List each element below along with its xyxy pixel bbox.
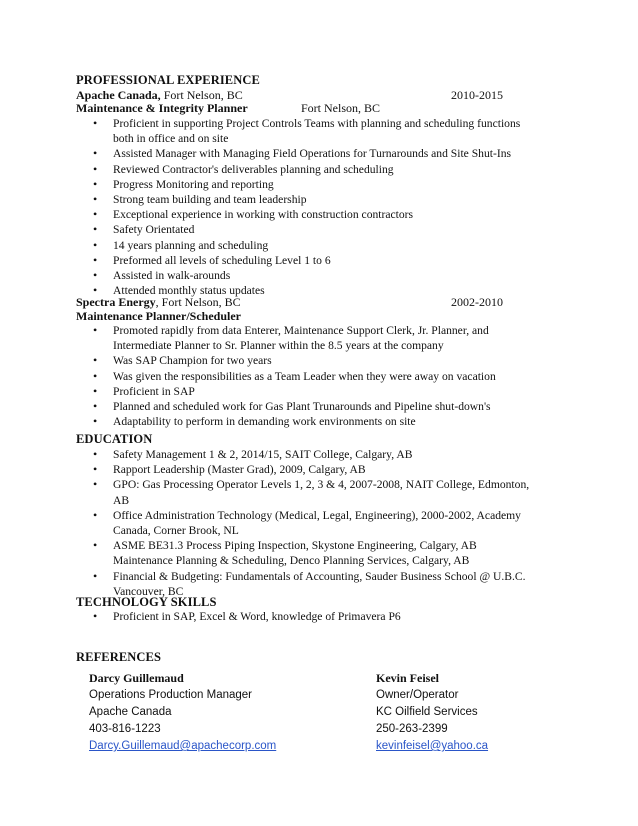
reference-role: Operations Production Manager xyxy=(89,689,253,701)
list-item: • GPO: Gas Processing Operator Levels 1, 2, 3 & 4, 2007-2008, NAIT College, Edmonton, AB xyxy=(0,477,533,507)
reference-email-link[interactable]: Darcy.Guillemaud@apachecorp.com xyxy=(89,740,277,752)
list-item: • Assisted in walk-arounds xyxy=(0,268,533,283)
list-item: • Safety Management 1 & 2, 2014/15, SAIT College, Calgary, AB xyxy=(0,447,533,462)
list-item: • Adaptability to perform in demanding work environments on site xyxy=(0,414,533,429)
list-item: • 14 years planning and scheduling xyxy=(0,238,533,253)
job-1-title: Maintenance & Integrity Planner xyxy=(76,101,248,115)
job-1-location: Fort Nelson, BC xyxy=(163,88,243,102)
list-item: • Office Administration Technology (Medical, Legal, Engineering), 2000-2002, Academy Canada, Corner Brook, NL xyxy=(0,508,533,538)
list-item: • Proficient in SAP, Excel & Word, knowledge of Primavera P6 xyxy=(0,609,533,624)
job-2-bullet-list xyxy=(0,323,533,429)
list-item: • ASME BE31.3 Process Piping Inspection, Skystone Engineering, Calgary, AB Maintenance Planning & Scheduling, Denco Planning Services, Calgary, AB xyxy=(0,538,533,568)
references-heading: REFERENCES xyxy=(76,650,162,664)
list-item: • Progress Monitoring and reporting xyxy=(0,177,533,192)
list-item: • Assisted Manager with Managing Field Operations for Turnarounds and Site Shut-Ins xyxy=(0,146,533,161)
list-item: • Strong team building and team leadership xyxy=(0,192,533,207)
list-item: • Attended monthly status updates xyxy=(0,283,533,298)
job-2-title: Maintenance Planner/Scheduler xyxy=(76,309,241,323)
reference-name: Kevin Feisel xyxy=(376,671,439,685)
technology-skills-bullet-list xyxy=(0,609,533,624)
job-2-company-line xyxy=(76,295,241,310)
job-1-company: Apache Canada, xyxy=(76,88,161,102)
reference-1 xyxy=(89,670,276,755)
job-1-title-location: Fort Nelson, BC xyxy=(301,101,381,115)
reference-phone: 403-816-1223 xyxy=(89,723,161,735)
reference-email-link[interactable]: kevinfeisel@yahoo.ca xyxy=(376,740,489,752)
professional-experience-heading: PROFESSIONAL EXPERIENCE xyxy=(76,73,260,87)
reference-company: KC Oilfield Services xyxy=(376,706,478,718)
list-item: • Proficient in SAP xyxy=(0,384,533,399)
list-item: • Rapport Leadership (Master Grad), 2009, Calgary, AB xyxy=(0,462,533,477)
job-2-years: 2002-2010 xyxy=(451,295,503,309)
list-item: • Reviewed Contractor's deliverables planning and scheduling xyxy=(0,162,533,177)
education-heading: EDUCATION xyxy=(76,432,153,446)
list-item: • Financial & Budgeting: Fundamentals of Accounting, Sauder Business School @ U.B.C. Vancouver, BC xyxy=(0,569,533,599)
list-item: • Safety Orientated xyxy=(0,222,533,237)
reference-role: Owner/Operator xyxy=(376,689,459,701)
list-item: • Promoted rapidly from data Enterer, Maintenance Support Clerk, Jr. Planner, and Intermediate Planner to Sr. Planner within the 8.5 years at the company xyxy=(0,323,533,353)
reference-company: Apache Canada xyxy=(89,706,172,718)
list-item: • Planned and scheduled work for Gas Plant Trunarounds and Pipeline shut-down's xyxy=(0,399,533,414)
job-2-location: , Fort Nelson, BC xyxy=(155,295,241,309)
job-1-bullet-list xyxy=(0,116,533,298)
reference-name: Darcy Guillemaud xyxy=(89,671,184,685)
job-2-company: Spectra Energy xyxy=(76,295,156,309)
technology-skills-heading: TECHNOLOGY SKILLS xyxy=(76,595,217,609)
job-1-years: 2010-2015 xyxy=(451,88,503,102)
list-item: • Was given the responsibilities as a Team Leader when they were away on vacation xyxy=(0,369,533,384)
education-bullet-list xyxy=(0,447,533,599)
list-item: • Was SAP Champion for two years xyxy=(0,353,533,368)
list-item: • Proficient in supporting Project Controls Teams with planning and scheduling functions both in office and on site xyxy=(0,116,533,146)
reference-2 xyxy=(376,670,488,755)
list-item: • Preformed all levels of scheduling Level 1 to 6 xyxy=(0,253,533,268)
list-item: • Exceptional experience in working with construction contractors xyxy=(0,207,533,222)
reference-phone: 250-263-2399 xyxy=(376,723,448,735)
